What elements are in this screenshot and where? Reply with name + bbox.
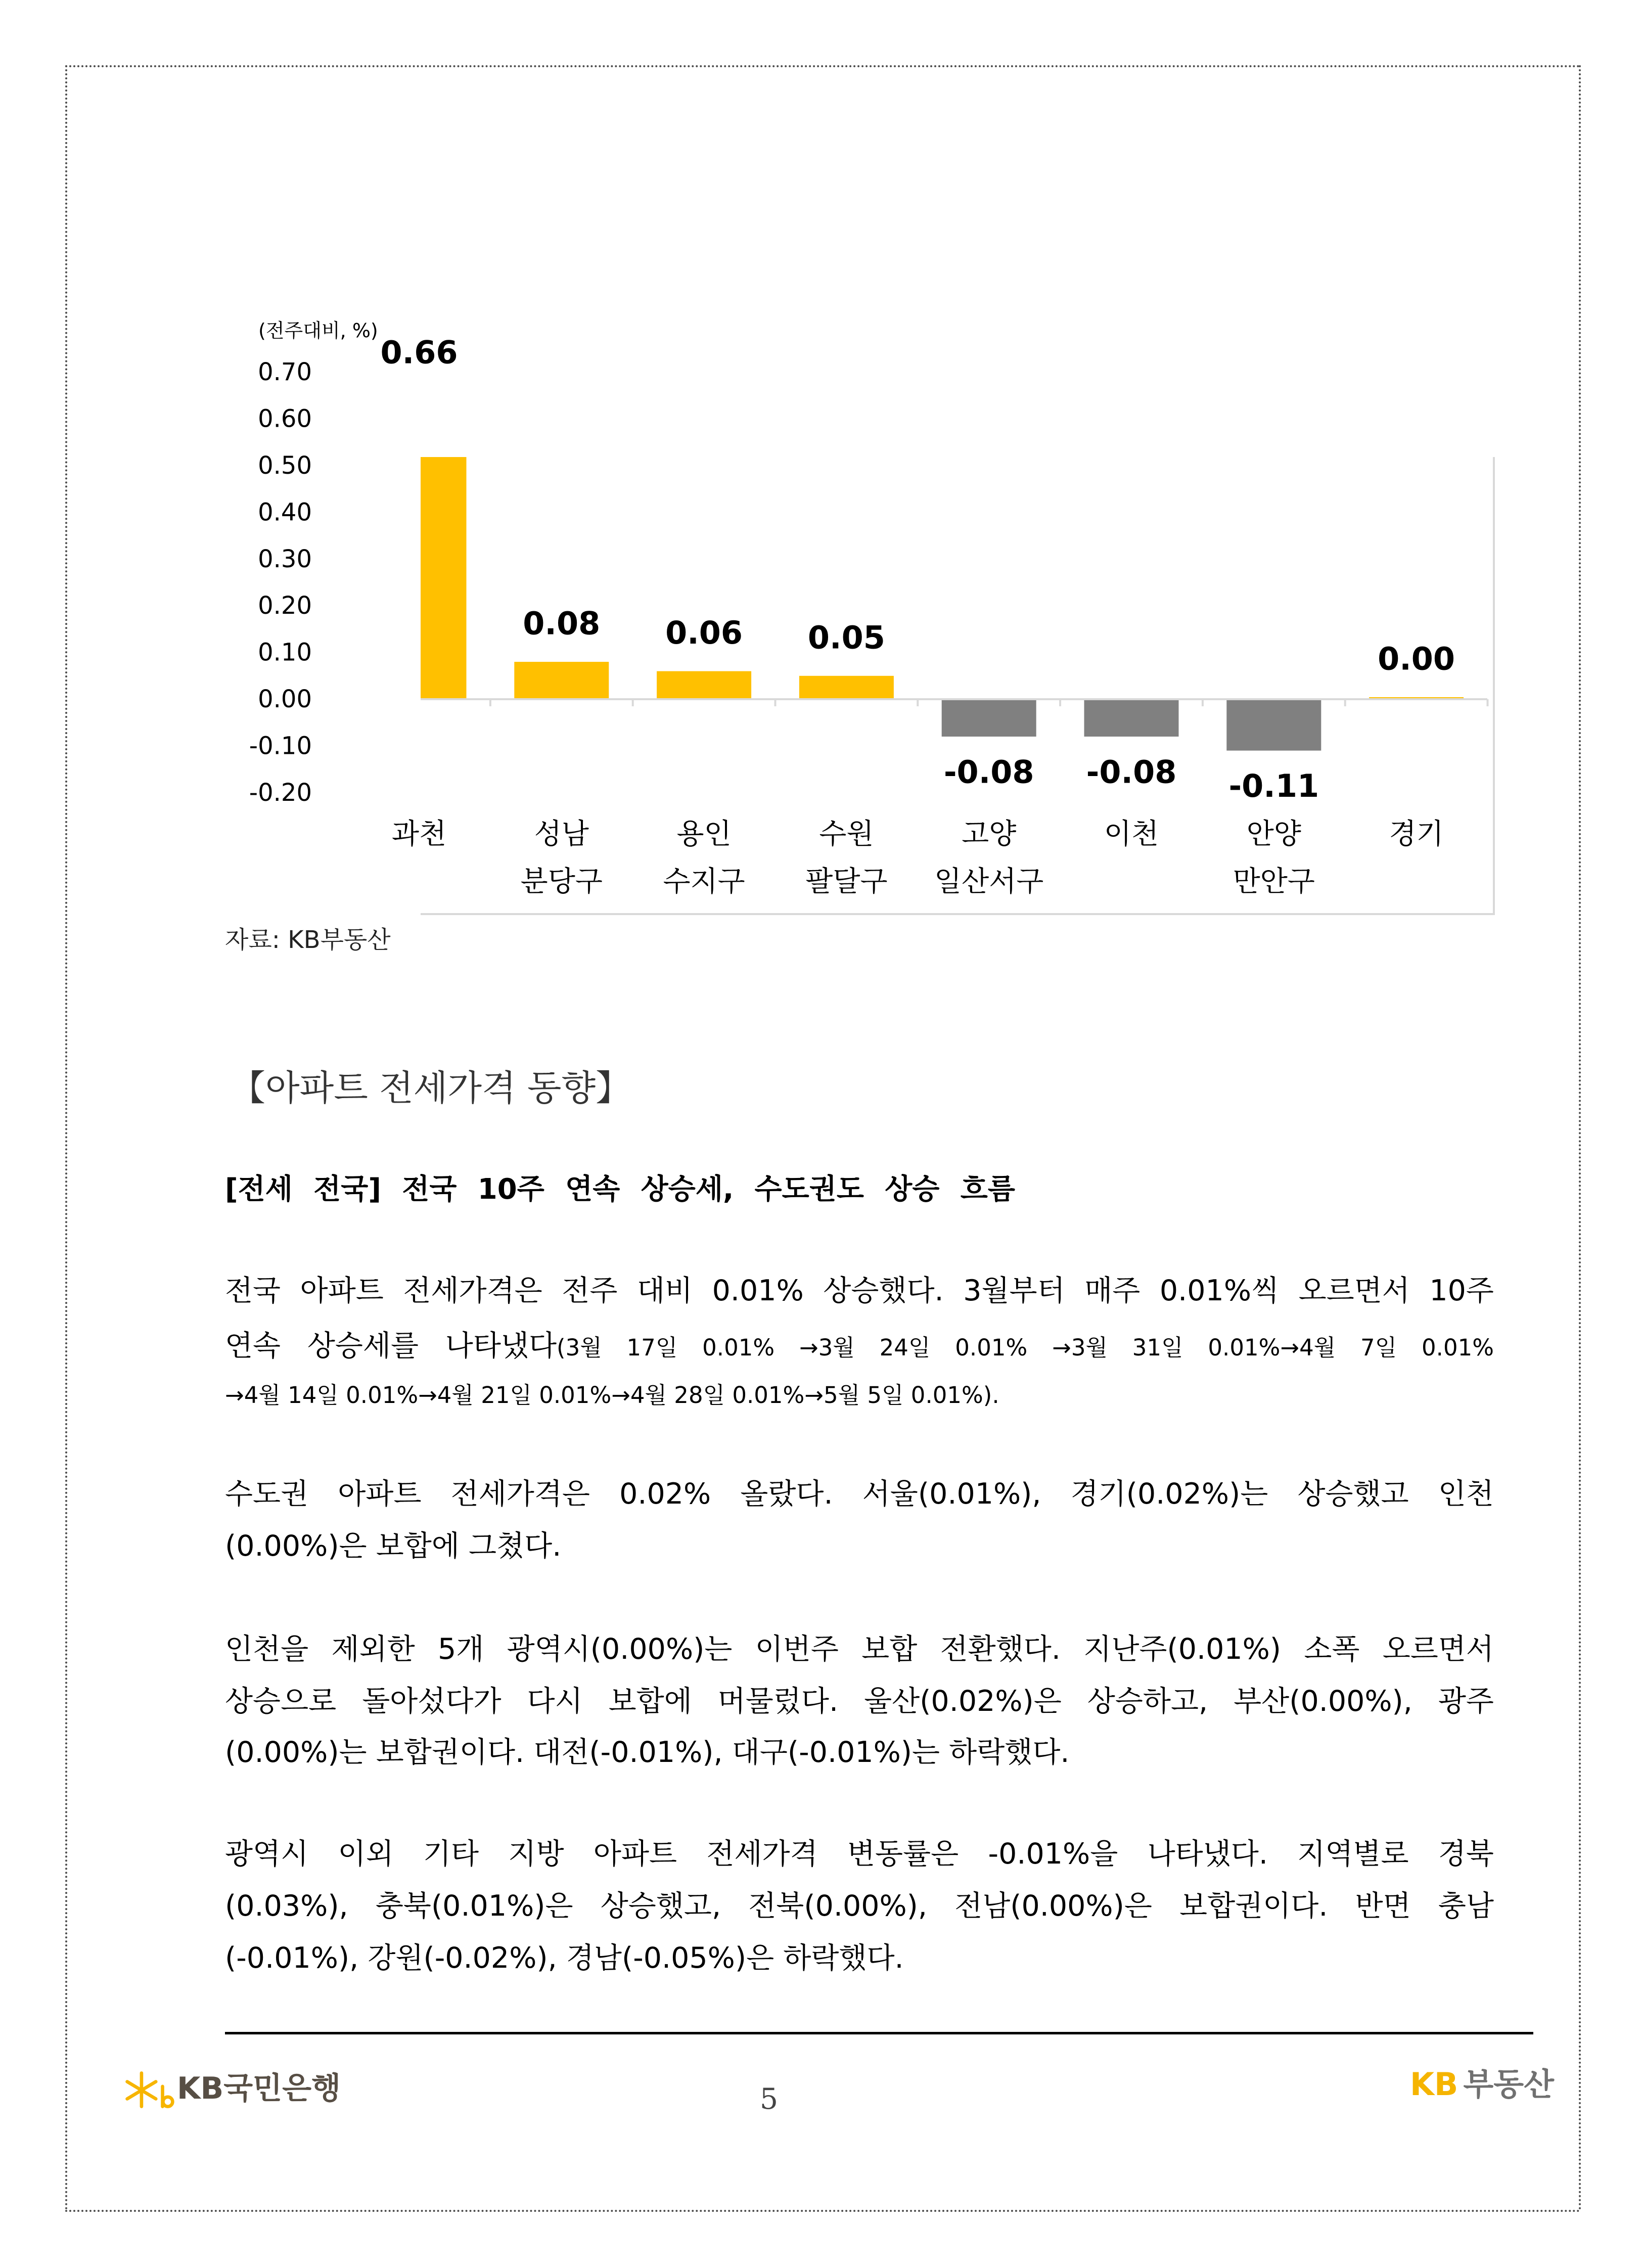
paragraph-3-line-1: 인천을 제외한 5개 광역시(0.00%)는 이번주 보합 전환했다. 지난주(0.01%) 소폭 오르면서: [225, 1632, 1494, 1666]
data-label-2: 0.08: [523, 605, 601, 642]
y-tick-label-5: 0.30: [258, 545, 312, 573]
kb-real-estate-logo: [1410, 2065, 1554, 2104]
category-label-4-line-2: 팔달구: [805, 865, 888, 898]
category-labels: [392, 818, 1444, 898]
data-label-5: -0.08: [943, 753, 1034, 791]
y-tick-label-2: 0.60: [258, 404, 312, 433]
bar-chart: [0, 0, 1642, 961]
brand-kb: KB: [1410, 2066, 1458, 2103]
chart-source: 자료: KB부동산: [225, 926, 391, 954]
category-label-7-line-2: 만안구: [1233, 865, 1315, 898]
chart-unit-label: (전주대비, %): [258, 320, 378, 342]
kb-star-icon: [123, 2069, 176, 2110]
paragraph-1-line-1: 전국 아파트 전세가격은 전주 대비 0.01% 상승했다. 3월부터 매주 0.01%씩 오르면서 10주: [225, 1274, 1494, 1307]
bar-5: [942, 699, 1036, 737]
paragraph-2-line-1: 수도권 아파트 전세가격은 0.02% 올랐다. 서울(0.01%), 경기(0.02%)는 상승했고 인천: [225, 1477, 1494, 1511]
category-label-4-line-1: 수원: [819, 818, 874, 851]
category-label-1-line-1: 과천: [391, 818, 447, 851]
data-label-4: 0.05: [807, 619, 885, 656]
data-label-7: -0.11: [1228, 767, 1319, 805]
category-label-5-line-1: 고양: [962, 818, 1017, 851]
y-tick-label-10: -0.20: [249, 778, 312, 807]
brand-name: 부동산: [1463, 2066, 1554, 2103]
bar-7: [1226, 699, 1321, 751]
bar-2: [514, 662, 609, 699]
page-number: 5: [759, 2082, 779, 2116]
paragraph-4-line-3: (-0.01%), 강원(-0.02%), 경남(-0.05%)은 하락했다.: [225, 1941, 904, 1975]
section-heading: 【아파트 전세가격 동향】: [230, 1067, 631, 1109]
category-label-5-line-2: 일산서구: [934, 865, 1044, 898]
bar-3: [657, 671, 751, 699]
data-label-6: -0.08: [1086, 753, 1177, 791]
y-tick-label-6: 0.20: [258, 592, 312, 620]
section-subheading: [전세 전국] 전국 10주 연속 상승세, 수도권도 상승 흐름: [225, 1173, 1015, 1206]
data-label-3: 0.06: [665, 614, 743, 652]
category-label-6-line-1: 이천: [1104, 818, 1159, 851]
y-tick-label-8: 0.00: [258, 685, 312, 713]
paragraph-1-line-2: [225, 1326, 1494, 1368]
paragraph-2-line-2: (0.00%)은 보합에 그쳤다.: [225, 1529, 562, 1563]
paragraph-4-line-1: 광역시 이외 기타 지방 아파트 전세가격 변동률은 -0.01%을 나타냈다. 지역별로 경북: [225, 1837, 1494, 1871]
y-tick-label-9: -0.10: [249, 732, 312, 760]
y-tick-label-1: 0.70: [258, 358, 312, 387]
y-tick-label-7: 0.10: [258, 638, 312, 667]
data-label-1: 0.66: [380, 334, 458, 371]
footer-divider: [225, 2032, 1533, 2034]
paragraph-3-line-3: (0.00%)는 보합권이다. 대전(-0.01%), 대구(-0.01%)는 하락했다.: [225, 1736, 1070, 1769]
y-tick-label-3: 0.50: [258, 451, 312, 480]
kb-kookmin-bank-logo: KB국민은행: [177, 2071, 341, 2106]
paragraph-1-line-2-text: 연속 상승세를 나타냈다: [225, 1329, 557, 1363]
paragraph-1-line-3: →4월 14일 0.01%→4월 21일 0.01%→4월 28일 0.01%→5월 5일 0.01%).: [225, 1382, 999, 1409]
category-label-2-line-2: 분당구: [520, 865, 603, 898]
category-label-8-line-1: 경기: [1389, 818, 1444, 851]
paragraph-1-line-2-dates: (3월 17일 0.01% →3월 24일 0.01% →3월 31일 0.01%→4월 7일 0.01%: [557, 1334, 1494, 1361]
category-label-7-line-1: 안양: [1246, 818, 1301, 851]
paragraph-4-line-2: (0.03%), 충북(0.01%)은 상승했고, 전북(0.00%), 전남(0.00%)은 보합권이다. 반면 충남: [225, 1889, 1494, 1923]
y-axis-tick-labels: [249, 358, 312, 807]
y-tick-label-4: 0.40: [258, 498, 312, 527]
category-label-2-line-1: 성남: [534, 818, 589, 851]
bar-4: [799, 676, 894, 699]
data-label-8: 0.00: [1378, 640, 1455, 677]
bars: [372, 391, 1464, 750]
category-label-3-line-1: 용인: [676, 818, 732, 851]
category-label-3-line-2: 수지구: [663, 865, 745, 898]
bar-1: [372, 391, 467, 699]
bar-6: [1084, 699, 1179, 737]
paragraph-3-line-2: 상승으로 돌아섰다가 다시 보합에 머물렀다. 울산(0.02%)은 상승하고, 부산(0.00%), 광주: [225, 1685, 1494, 1718]
